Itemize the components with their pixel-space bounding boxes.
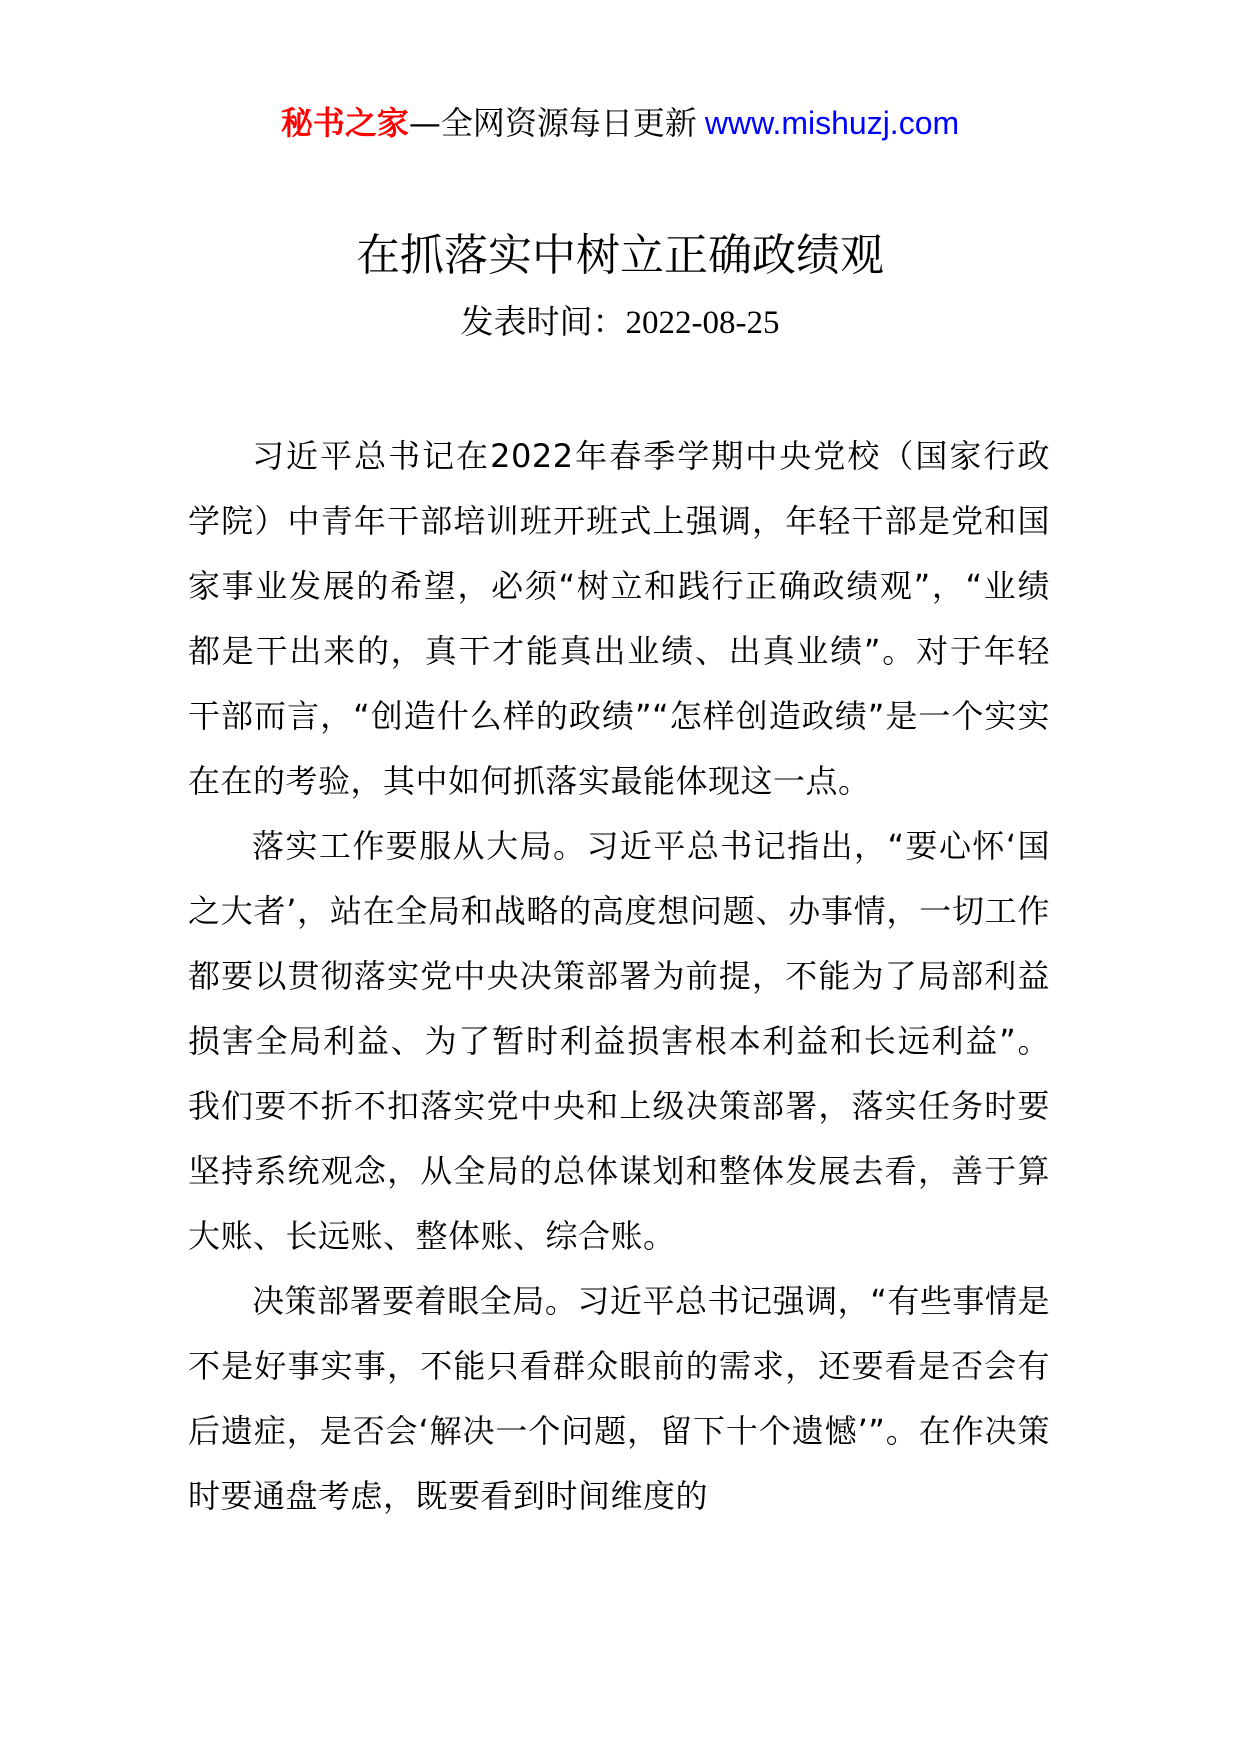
site-url-link[interactable]: www.mishuzj.com bbox=[704, 105, 960, 141]
publish-date-label: 发表时间： bbox=[460, 302, 626, 341]
publish-date bbox=[0, 300, 1240, 345]
paragraph-3: 决策部署要着眼全局。习近平总书记强调，“有些事情是不是好事实事，不能只看群众眼前的需求，还要看是否会有后遗症，是否会‘解决一个问题，留下十个遗憾’”。在作决策时要通盘考虑，既要看到时间维度的 bbox=[188, 1282, 1050, 1515]
paragraph-1: 习近平总书记在2022年春季学期中央党校（国家行政学院）中青年干部培训班开班式上强调，年轻干部是党和国家事业发展的希望，必须“树立和践行正确政绩观”，“业绩都是干出来的，真干才能真出业绩、出真业绩”。对于年轻干部而言，“创造什么样的政绩”“怎样创造政绩”是一个实实在在的考验，其中如何抓落实最能体现这一点。 bbox=[188, 437, 1050, 800]
site-slogan: —全网资源每日更新 bbox=[408, 104, 697, 142]
article-title: 在抓落实中树立正确政绩观 bbox=[356, 230, 884, 281]
paragraph-2: 落实工作要服从大局。习近平总书记指出，“要心怀‘国之大者’，站在全局和战略的高度想问题、办事情，一切工作都要以贯彻落实党中央决策部署为前提，不能为了局部利益损害全局利益、为了暂时利益损害根本利益和长远利益”。我们要不折不扣落实党中央和上级决策部署，落实任务时要坚持系统观念，从全局的总体谋划和整体发展去看，善于算大账、长远账、整体账、综合账。 bbox=[188, 827, 1050, 1255]
publish-date-value: 2022-08-25 bbox=[625, 305, 780, 341]
article-body bbox=[188, 424, 1050, 1529]
site-header bbox=[0, 100, 1240, 146]
site-name: 秘书之家 bbox=[280, 104, 409, 142]
